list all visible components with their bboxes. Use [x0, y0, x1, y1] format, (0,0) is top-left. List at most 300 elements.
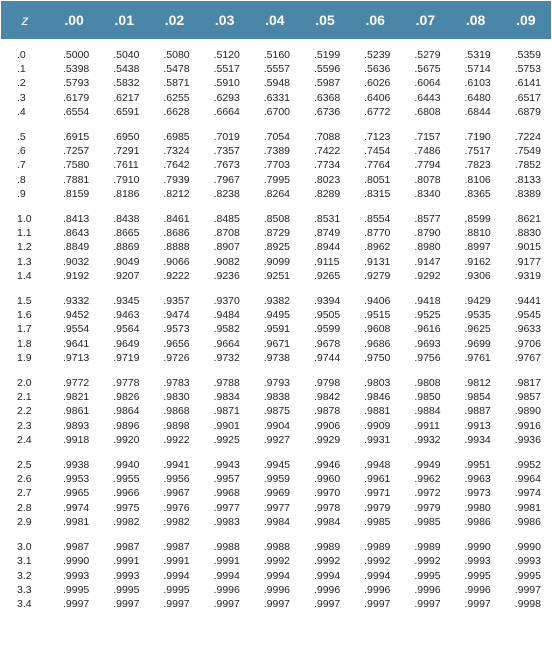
- probability-cell: .7673: [213, 159, 240, 172]
- probability-cell: .9671: [263, 337, 291, 350]
- table-row: [1, 458, 551, 472]
- table-row: [1, 390, 551, 404]
- z-value-cell: .5: [17, 131, 26, 144]
- table-row: [1, 515, 551, 529]
- row-block: [1, 540, 551, 611]
- probability-cell: .9370: [213, 295, 240, 308]
- probability-cell: .6700: [263, 105, 291, 118]
- probability-cell: .7389: [263, 145, 291, 158]
- probability-cell: .7019: [213, 131, 240, 144]
- probability-cell: .9732: [213, 351, 240, 364]
- probability-cell: .5398: [63, 63, 90, 76]
- probability-cell: .8078: [414, 173, 441, 186]
- probability-cell: .9251: [263, 269, 291, 282]
- table-row: [1, 337, 551, 351]
- probability-cell: .9982: [163, 515, 190, 528]
- table-row: [1, 351, 551, 365]
- z-value-cell: 1.4: [17, 269, 32, 282]
- probability-cell: .8212: [163, 187, 190, 200]
- probability-cell: .9306: [464, 269, 491, 282]
- probability-cell: .9082: [213, 255, 240, 268]
- probability-cell: .9854: [464, 391, 491, 404]
- probability-cell: .5000: [63, 49, 90, 61]
- table-header: [1, 1, 551, 39]
- z-value-cell: 1.8: [17, 337, 32, 350]
- probability-cell: .7703: [263, 159, 291, 172]
- probability-cell: .9909: [364, 419, 391, 432]
- probability-cell: .9991: [113, 555, 140, 568]
- probability-cell: .8770: [364, 227, 391, 240]
- probability-cell: .9838: [263, 391, 291, 404]
- probability-cell: .9987: [63, 541, 90, 554]
- row-block: [1, 48, 551, 119]
- probability-cell: .8413: [63, 213, 90, 226]
- probability-cell: .5793: [63, 77, 90, 90]
- probability-cell: .7611: [113, 159, 139, 172]
- z-value-cell: .1: [17, 63, 26, 76]
- probability-cell: .9904: [263, 419, 291, 432]
- probability-cell: .6064: [414, 77, 441, 90]
- probability-cell: .9761: [464, 351, 491, 364]
- probability-cell: .6331: [263, 91, 291, 104]
- probability-cell: .9332: [63, 295, 90, 308]
- probability-cell: .9564: [113, 323, 140, 336]
- probability-cell: .9778: [113, 377, 140, 390]
- probability-cell: .5948: [263, 77, 291, 90]
- probability-cell: .9573: [163, 323, 190, 336]
- probability-cell: .9744: [313, 351, 341, 364]
- probability-cell: .9686: [364, 337, 391, 350]
- probability-cell: .9706: [514, 337, 541, 350]
- probability-cell: .8461: [163, 213, 190, 226]
- probability-cell: .9998: [514, 597, 541, 610]
- probability-cell: .9990: [63, 555, 90, 568]
- probability-cell: .9988: [213, 541, 240, 554]
- header-row: [1, 1, 551, 39]
- probability-cell: .9913: [464, 419, 491, 432]
- probability-cell: .9834: [213, 391, 240, 404]
- probability-cell: .9971: [364, 487, 391, 500]
- probability-cell: .7088: [313, 131, 341, 144]
- probability-cell: .9906: [313, 419, 341, 432]
- probability-cell: .9997: [514, 583, 541, 596]
- probability-cell: .9922: [163, 433, 190, 446]
- probability-cell: .6772: [364, 105, 391, 118]
- probability-cell: .9951: [464, 459, 491, 472]
- z-value-cell: .6: [17, 145, 26, 158]
- probability-cell: .6103: [464, 77, 491, 90]
- table-row: [1, 91, 551, 105]
- table-row: [1, 501, 551, 515]
- probability-cell: .9993: [464, 555, 491, 568]
- probability-cell: .8485: [213, 213, 240, 226]
- probability-cell: .8749: [313, 227, 341, 240]
- probability-cell: .8962: [364, 241, 391, 254]
- probability-cell: .5987: [313, 77, 341, 90]
- probability-cell: .6736: [313, 105, 341, 118]
- probability-cell: .9995: [514, 569, 541, 582]
- probability-cell: .5160: [263, 49, 291, 61]
- probability-cell: .9916: [514, 419, 541, 432]
- probability-cell: .9963: [464, 473, 491, 486]
- probability-cell: .9995: [63, 583, 90, 596]
- probability-cell: .8790: [414, 227, 441, 240]
- probability-cell: .6179: [63, 91, 90, 104]
- probability-cell: .7642: [163, 159, 190, 172]
- probability-cell: .9463: [113, 309, 140, 322]
- probability-cell: .8810: [464, 227, 491, 240]
- z-value-cell: 1.6: [17, 309, 32, 322]
- probability-cell: .9941: [163, 459, 190, 472]
- probability-cell: .9979: [364, 501, 391, 514]
- probability-cell: .9192: [63, 269, 90, 282]
- row-block: [1, 212, 551, 283]
- probability-cell: .7823: [464, 159, 491, 172]
- probability-cell: .9952: [514, 459, 541, 472]
- z-value-cell: 1.1: [17, 227, 32, 240]
- probability-cell: .8365: [464, 187, 491, 200]
- probability-cell: .9756: [414, 351, 441, 364]
- probability-cell: .9984: [313, 515, 341, 528]
- table-row: [1, 105, 551, 119]
- probability-cell: .6664: [213, 105, 240, 118]
- probability-cell: .9977: [213, 501, 240, 514]
- probability-cell: .9932: [414, 433, 441, 446]
- probability-cell: .8106: [464, 173, 491, 186]
- table-row: [1, 540, 551, 554]
- probability-cell: .9996: [213, 583, 240, 596]
- probability-cell: .5557: [263, 63, 291, 76]
- probability-cell: .8438: [113, 213, 140, 226]
- probability-cell: .5199: [313, 49, 341, 61]
- probability-cell: .9890: [514, 405, 541, 418]
- probability-cell: .9177: [514, 255, 541, 268]
- probability-cell: .5359: [514, 49, 541, 61]
- column-header: .06: [365, 12, 385, 28]
- z-value-cell: 3.1: [17, 555, 32, 568]
- table-row: [1, 376, 551, 390]
- z-value-cell: .8: [17, 173, 26, 186]
- z-column-header: z: [21, 12, 29, 28]
- probability-cell: .8554: [364, 213, 391, 226]
- probability-cell: .9943: [213, 459, 240, 472]
- table-body: [1, 48, 551, 611]
- probability-cell: .7324: [163, 145, 190, 158]
- probability-cell: .9222: [163, 269, 190, 282]
- probability-cell: .9986: [464, 515, 491, 528]
- probability-cell: .9357: [163, 295, 190, 308]
- probability-cell: .5040: [113, 49, 140, 61]
- probability-cell: .6844: [464, 105, 491, 118]
- probability-cell: .7881: [63, 173, 90, 186]
- probability-cell: .9979: [414, 501, 441, 514]
- z-value-cell: 3.4: [17, 597, 32, 610]
- probability-cell: .9975: [113, 501, 140, 514]
- probability-cell: .9990: [464, 541, 491, 554]
- probability-cell: .9394: [313, 295, 341, 308]
- probability-cell: .8830: [514, 227, 541, 240]
- probability-cell: .9803: [364, 377, 391, 390]
- table-row: [1, 76, 551, 90]
- z-table-document: [1, 1, 551, 662]
- block-spacer: [1, 447, 551, 458]
- probability-cell: .9884: [414, 405, 441, 418]
- probability-cell: .7852: [514, 159, 541, 172]
- probability-cell: .5910: [213, 77, 240, 90]
- probability-cell: .9474: [163, 309, 190, 322]
- probability-cell: .8238: [213, 187, 240, 200]
- probability-cell: .5832: [113, 77, 140, 90]
- probability-cell: .9525: [414, 309, 441, 322]
- probability-cell: .6026: [364, 77, 391, 90]
- probability-cell: .5596: [313, 63, 341, 76]
- probability-cell: .9678: [313, 337, 341, 350]
- probability-cell: .9982: [113, 515, 140, 528]
- probability-cell: .9535: [464, 309, 491, 322]
- probability-cell: .8133: [514, 173, 541, 186]
- probability-cell: .7995: [263, 173, 291, 186]
- table-row: [1, 294, 551, 308]
- probability-cell: .9973: [464, 487, 491, 500]
- probability-cell: .8708: [213, 227, 240, 240]
- column-header: .08: [465, 12, 486, 28]
- probability-cell: .8686: [163, 227, 190, 240]
- table-row: [1, 433, 551, 447]
- z-value-cell: .4: [17, 105, 26, 118]
- probability-cell: .9664: [213, 337, 240, 350]
- probability-cell: .8051: [364, 173, 391, 186]
- probability-cell: .7734: [313, 159, 341, 172]
- probability-cell: .6443: [414, 91, 441, 104]
- probability-cell: .9032: [63, 255, 90, 268]
- z-value-cell: 3.2: [17, 569, 32, 582]
- probability-cell: .7939: [163, 173, 190, 186]
- column-header: .05: [315, 12, 335, 28]
- probability-cell: .7190: [464, 131, 491, 144]
- probability-cell: .6480: [464, 91, 491, 104]
- block-spacer: [1, 529, 551, 540]
- probability-cell: .9968: [213, 487, 240, 500]
- probability-cell: .7549: [514, 145, 541, 158]
- table-row: [1, 212, 551, 226]
- z-value-cell: .0: [17, 49, 26, 61]
- probability-cell: .9633: [514, 323, 541, 336]
- probability-cell: .9515: [364, 309, 391, 322]
- probability-cell: .9995: [464, 569, 491, 582]
- probability-cell: .9987: [163, 541, 190, 554]
- probability-cell: .8023: [313, 173, 341, 186]
- probability-cell: .9959: [263, 473, 291, 486]
- probability-cell: .7357: [213, 145, 240, 158]
- probability-cell: .5478: [163, 63, 190, 76]
- probability-cell: .7580: [63, 159, 90, 172]
- probability-cell: .9418: [414, 295, 441, 308]
- probability-cell: .9948: [364, 459, 391, 472]
- probability-cell: .9901: [213, 419, 240, 432]
- probability-cell: .9505: [313, 309, 341, 322]
- probability-cell: .9962: [414, 473, 441, 486]
- probability-cell: .9918: [63, 433, 90, 446]
- probability-cell: .5120: [213, 49, 240, 61]
- probability-cell: .9985: [364, 515, 391, 528]
- probability-cell: .6554: [63, 105, 90, 118]
- probability-cell: .9989: [414, 541, 441, 554]
- probability-cell: .9997: [213, 597, 240, 610]
- probability-cell: .9066: [163, 255, 190, 268]
- probability-cell: .9957: [213, 473, 240, 486]
- probability-cell: .9991: [213, 555, 240, 568]
- probability-cell: .7967: [213, 173, 240, 186]
- probability-cell: .9693: [414, 337, 441, 350]
- probability-cell: .5517: [213, 63, 240, 76]
- probability-cell: .8389: [514, 187, 541, 200]
- table-row: [1, 226, 551, 240]
- probability-cell: .9793: [263, 377, 291, 390]
- row-block: [1, 130, 551, 201]
- column-header: .00: [64, 12, 84, 28]
- probability-cell: .7794: [414, 159, 441, 172]
- table-row: [1, 583, 551, 597]
- row-block: [1, 294, 551, 365]
- table-row: [1, 144, 551, 158]
- z-value-cell: .9: [17, 187, 26, 200]
- z-value-cell: 2.0: [17, 377, 32, 390]
- probability-cell: .6517: [514, 91, 541, 104]
- probability-cell: .8340: [414, 187, 441, 200]
- probability-cell: .9993: [63, 569, 90, 582]
- probability-cell: .8264: [263, 187, 291, 200]
- probability-cell: .9961: [364, 473, 391, 486]
- table-row: [1, 569, 551, 583]
- probability-cell: .9946: [313, 459, 341, 472]
- probability-cell: .8997: [464, 241, 491, 254]
- probability-cell: .5438: [113, 63, 140, 76]
- probability-cell: .6915: [63, 131, 90, 144]
- probability-cell: .8729: [263, 227, 291, 240]
- column-header: .09: [516, 12, 536, 28]
- probability-cell: .9495: [263, 309, 291, 322]
- probability-cell: .7422: [313, 145, 341, 158]
- block-spacer: [1, 365, 551, 376]
- probability-cell: .9656: [163, 337, 190, 350]
- probability-cell: .7224: [514, 131, 541, 144]
- z-value-cell: 1.3: [17, 255, 32, 268]
- probability-cell: .9996: [263, 583, 291, 596]
- probability-cell: .9236: [213, 269, 240, 282]
- probability-cell: .6985: [163, 131, 190, 144]
- probability-cell: .6141: [514, 77, 541, 90]
- table-row: [1, 158, 551, 172]
- z-value-cell: .2: [17, 77, 26, 90]
- probability-cell: .9441: [514, 295, 541, 308]
- probability-cell: .9641: [63, 337, 90, 350]
- probability-cell: .6879: [514, 105, 541, 118]
- table-row: [1, 173, 551, 187]
- probability-cell: .9989: [364, 541, 391, 554]
- z-value-cell: 1.0: [17, 213, 32, 226]
- column-header: .07: [415, 12, 436, 28]
- probability-cell: .9969: [263, 487, 291, 500]
- probability-cell: .9980: [464, 501, 491, 514]
- probability-cell: .5279: [414, 49, 441, 61]
- probability-cell: .9875: [263, 405, 291, 418]
- probability-cell: .9452: [63, 309, 90, 322]
- probability-cell: .9990: [514, 541, 541, 554]
- z-value-cell: .3: [17, 91, 26, 104]
- probability-cell: .9750: [364, 351, 391, 364]
- probability-cell: .9868: [163, 405, 190, 418]
- probability-cell: .9965: [63, 487, 90, 500]
- probability-cell: .9997: [464, 597, 491, 610]
- probability-cell: .8643: [63, 227, 90, 240]
- probability-cell: .9842: [313, 391, 341, 404]
- probability-cell: .8944: [313, 241, 341, 254]
- probability-cell: .8508: [263, 213, 291, 226]
- probability-cell: .8621: [514, 213, 541, 226]
- probability-cell: .9936: [514, 433, 541, 446]
- probability-cell: .9591: [263, 323, 291, 336]
- probability-cell: .9207: [113, 269, 140, 282]
- probability-cell: .9772: [63, 377, 90, 390]
- probability-cell: .9319: [514, 269, 541, 282]
- probability-cell: .7764: [364, 159, 391, 172]
- probability-cell: .9997: [63, 597, 90, 610]
- probability-cell: .9995: [163, 583, 190, 596]
- probability-cell: .9966: [113, 487, 140, 500]
- probability-cell: .9994: [163, 569, 190, 582]
- column-header: .01: [114, 12, 135, 28]
- probability-cell: .9953: [63, 473, 90, 486]
- probability-cell: .9920: [113, 433, 140, 446]
- probability-cell: .9265: [313, 269, 341, 282]
- probability-cell: .9945: [263, 459, 291, 472]
- probability-cell: .6368: [313, 91, 341, 104]
- probability-cell: .5714: [464, 63, 491, 76]
- probability-cell: .8531: [313, 213, 341, 226]
- probability-cell: .9997: [313, 597, 341, 610]
- probability-cell: .9927: [263, 433, 291, 446]
- probability-cell: .9992: [263, 555, 291, 568]
- column-header: .02: [164, 12, 185, 28]
- column-header: .03: [214, 12, 235, 28]
- probability-cell: .5636: [364, 63, 391, 76]
- probability-cell: .9949: [414, 459, 441, 472]
- probability-cell: .8907: [213, 241, 240, 254]
- probability-cell: .5753: [514, 63, 541, 76]
- probability-cell: .9997: [364, 597, 391, 610]
- probability-cell: .9099: [263, 255, 291, 268]
- z-value-cell: 2.5: [17, 459, 32, 472]
- probability-cell: .9846: [364, 391, 391, 404]
- z-value-cell: 2.4: [17, 433, 32, 446]
- probability-cell: .8289: [313, 187, 341, 200]
- probability-cell: .8577: [414, 213, 441, 226]
- probability-cell: .9767: [514, 351, 541, 364]
- probability-cell: .8980: [414, 241, 441, 254]
- block-spacer: [1, 283, 551, 294]
- probability-cell: .9115: [313, 255, 340, 268]
- probability-cell: .9960: [313, 473, 341, 486]
- z-value-cell: 1.5: [17, 295, 32, 308]
- probability-cell: .9994: [313, 569, 341, 582]
- probability-cell: .6293: [213, 91, 240, 104]
- probability-cell: .9974: [514, 487, 541, 500]
- probability-cell: .9994: [364, 569, 391, 582]
- probability-cell: .9406: [364, 295, 391, 308]
- probability-cell: .9783: [163, 377, 190, 390]
- probability-cell: .9599: [313, 323, 341, 336]
- table-row: [1, 597, 551, 611]
